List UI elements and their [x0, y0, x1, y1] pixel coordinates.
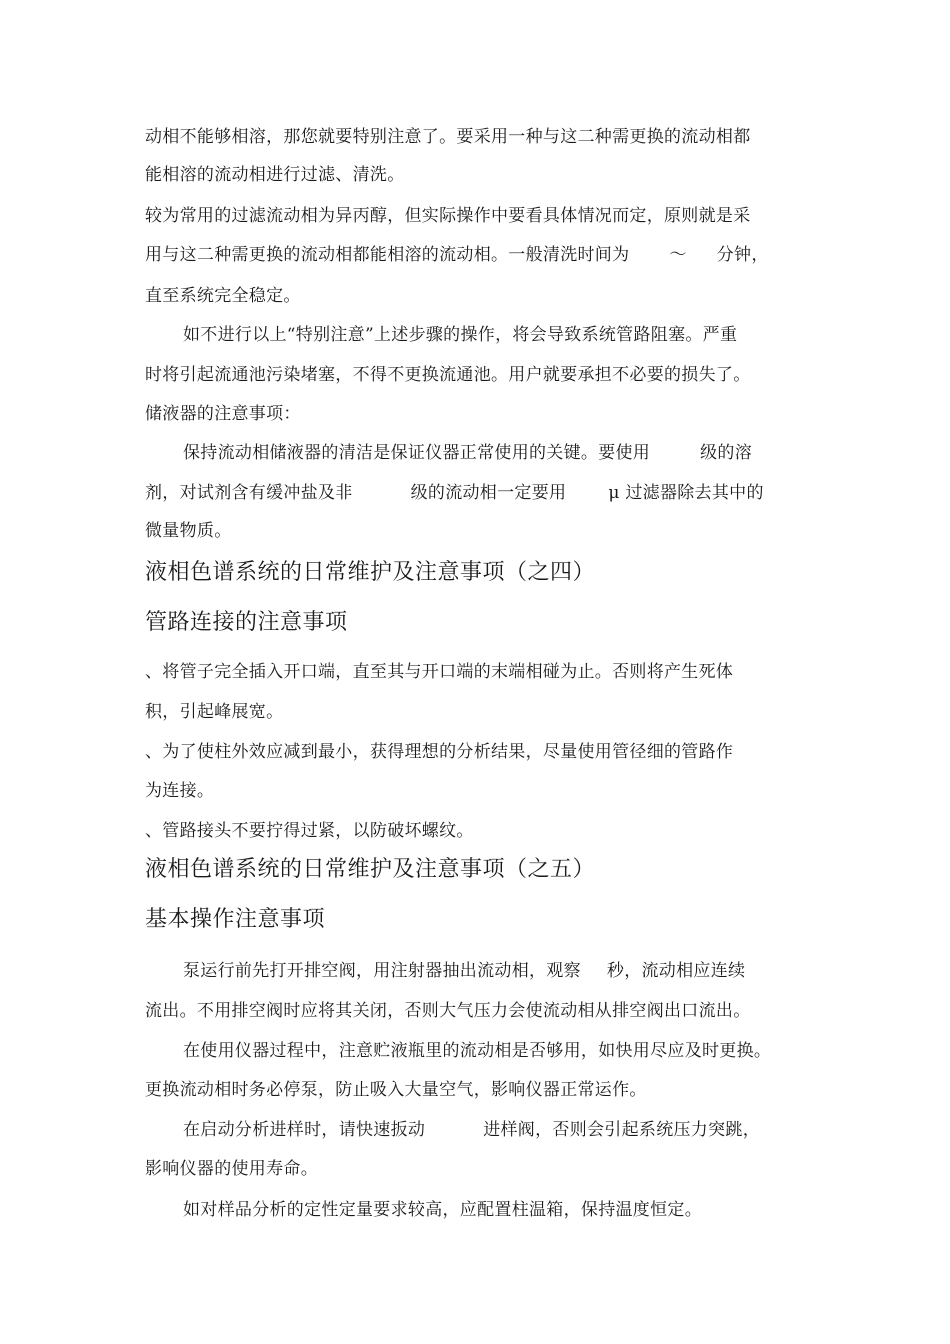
paragraph-line: 影响仪器的使用寿命。 — [145, 1159, 318, 1179]
paragraph-line — [145, 482, 764, 504]
paragraph-line: 在使用仪器过程中，注意贮液瓶里的流动相是否够用，如快用尽应及时更换。 — [183, 1041, 772, 1061]
section-heading: 液相色谱系统的日常维护及注意事项（之四） — [145, 560, 596, 585]
paragraph-line: 如不进行以上“特别注意”上述步骤的操作，将会导致系统管路阻塞。严重 — [183, 325, 738, 345]
paragraph-line — [183, 442, 752, 464]
list-item: 、管路接头不要拧得过紧，以防破坏螺纹。 — [145, 821, 474, 841]
text-run: 分钟， — [716, 245, 769, 265]
paragraph-line: 能相溶的流动相进行过滤、清洗。 — [145, 165, 405, 185]
paragraph-line — [183, 1119, 760, 1141]
text-run: 在启动分析进样时，请快速扳动 — [183, 1120, 426, 1140]
paragraph-line: 如对样品分析的定性定量要求较高，应配置柱温箱，保持温度恒定。 — [183, 1200, 702, 1220]
text-run: 级的溶 — [700, 443, 753, 463]
paragraph-line: 动相不能够相溶，那您就要特别注意了。要采用一种与这二种需更换的流动相都 — [145, 127, 751, 147]
subsection-heading: 基本操作注意事项 — [145, 907, 326, 932]
text-run: 秒，流动相应连续 — [606, 961, 746, 981]
text-run: 级的流动相一定要用 — [410, 483, 567, 503]
section-heading: 液相色谱系统的日常维护及注意事项（之五） — [145, 857, 596, 882]
paragraph-line — [183, 960, 745, 982]
paragraph-line — [145, 244, 769, 266]
paragraph-line: 更换流动相时务必停泵，防止吸入大量空气，影响仪器正常运作。 — [145, 1080, 647, 1100]
text-run: 剂，对试剂含有缓冲盐及非 — [145, 483, 353, 503]
paragraph-line: 微量物质。 — [145, 521, 232, 541]
text-run: 泵运行前先打开排空阀，用注射器抽出流动相，观察 — [183, 961, 581, 981]
paragraph-line: 直至系统完全稳定。 — [145, 286, 301, 306]
paragraph-line: 时将引起流通池污染堵塞，不得不更换流通池。用户就要承担不必要的损失了。 — [145, 365, 751, 385]
list-item: 、将管子完全插入开口端，直至其与开口端的末端相碰为止。否则将产生死体 — [145, 662, 734, 682]
paragraph-line: 积，引起峰展宽。 — [145, 702, 284, 722]
text-run: 用与这二种需更换的流动相都能相溶的流动相。一般清洗时间为 — [145, 245, 630, 265]
text-run: 进样阀，否则会引起系统压力突跳， — [483, 1120, 761, 1140]
list-item: 、为了使柱外效应减到最小，获得理想的分析结果，尽量使用管径细的管路作 — [145, 742, 734, 762]
text-run: 保持流动相储液器的清洁是保证仪器正常使用的关键。要使用 — [183, 443, 651, 463]
paragraph-line: 较为常用的过滤流动相为异丙醇，但实际操作中要看具体情况而定，原则就是采 — [145, 206, 751, 226]
text-run: ～ — [669, 245, 687, 265]
paragraph-line: 流出。不用排空阀时应将其关闭，否则大气压力会使流动相从排空阀出口流出。 — [145, 1001, 751, 1021]
subsection-heading: 管路连接的注意事项 — [145, 610, 348, 635]
paragraph-line: 为连接。 — [145, 781, 215, 801]
text-run: μ 过滤器除去其中的 — [608, 483, 764, 503]
section-label: 储液器的注意事项： — [145, 404, 301, 424]
